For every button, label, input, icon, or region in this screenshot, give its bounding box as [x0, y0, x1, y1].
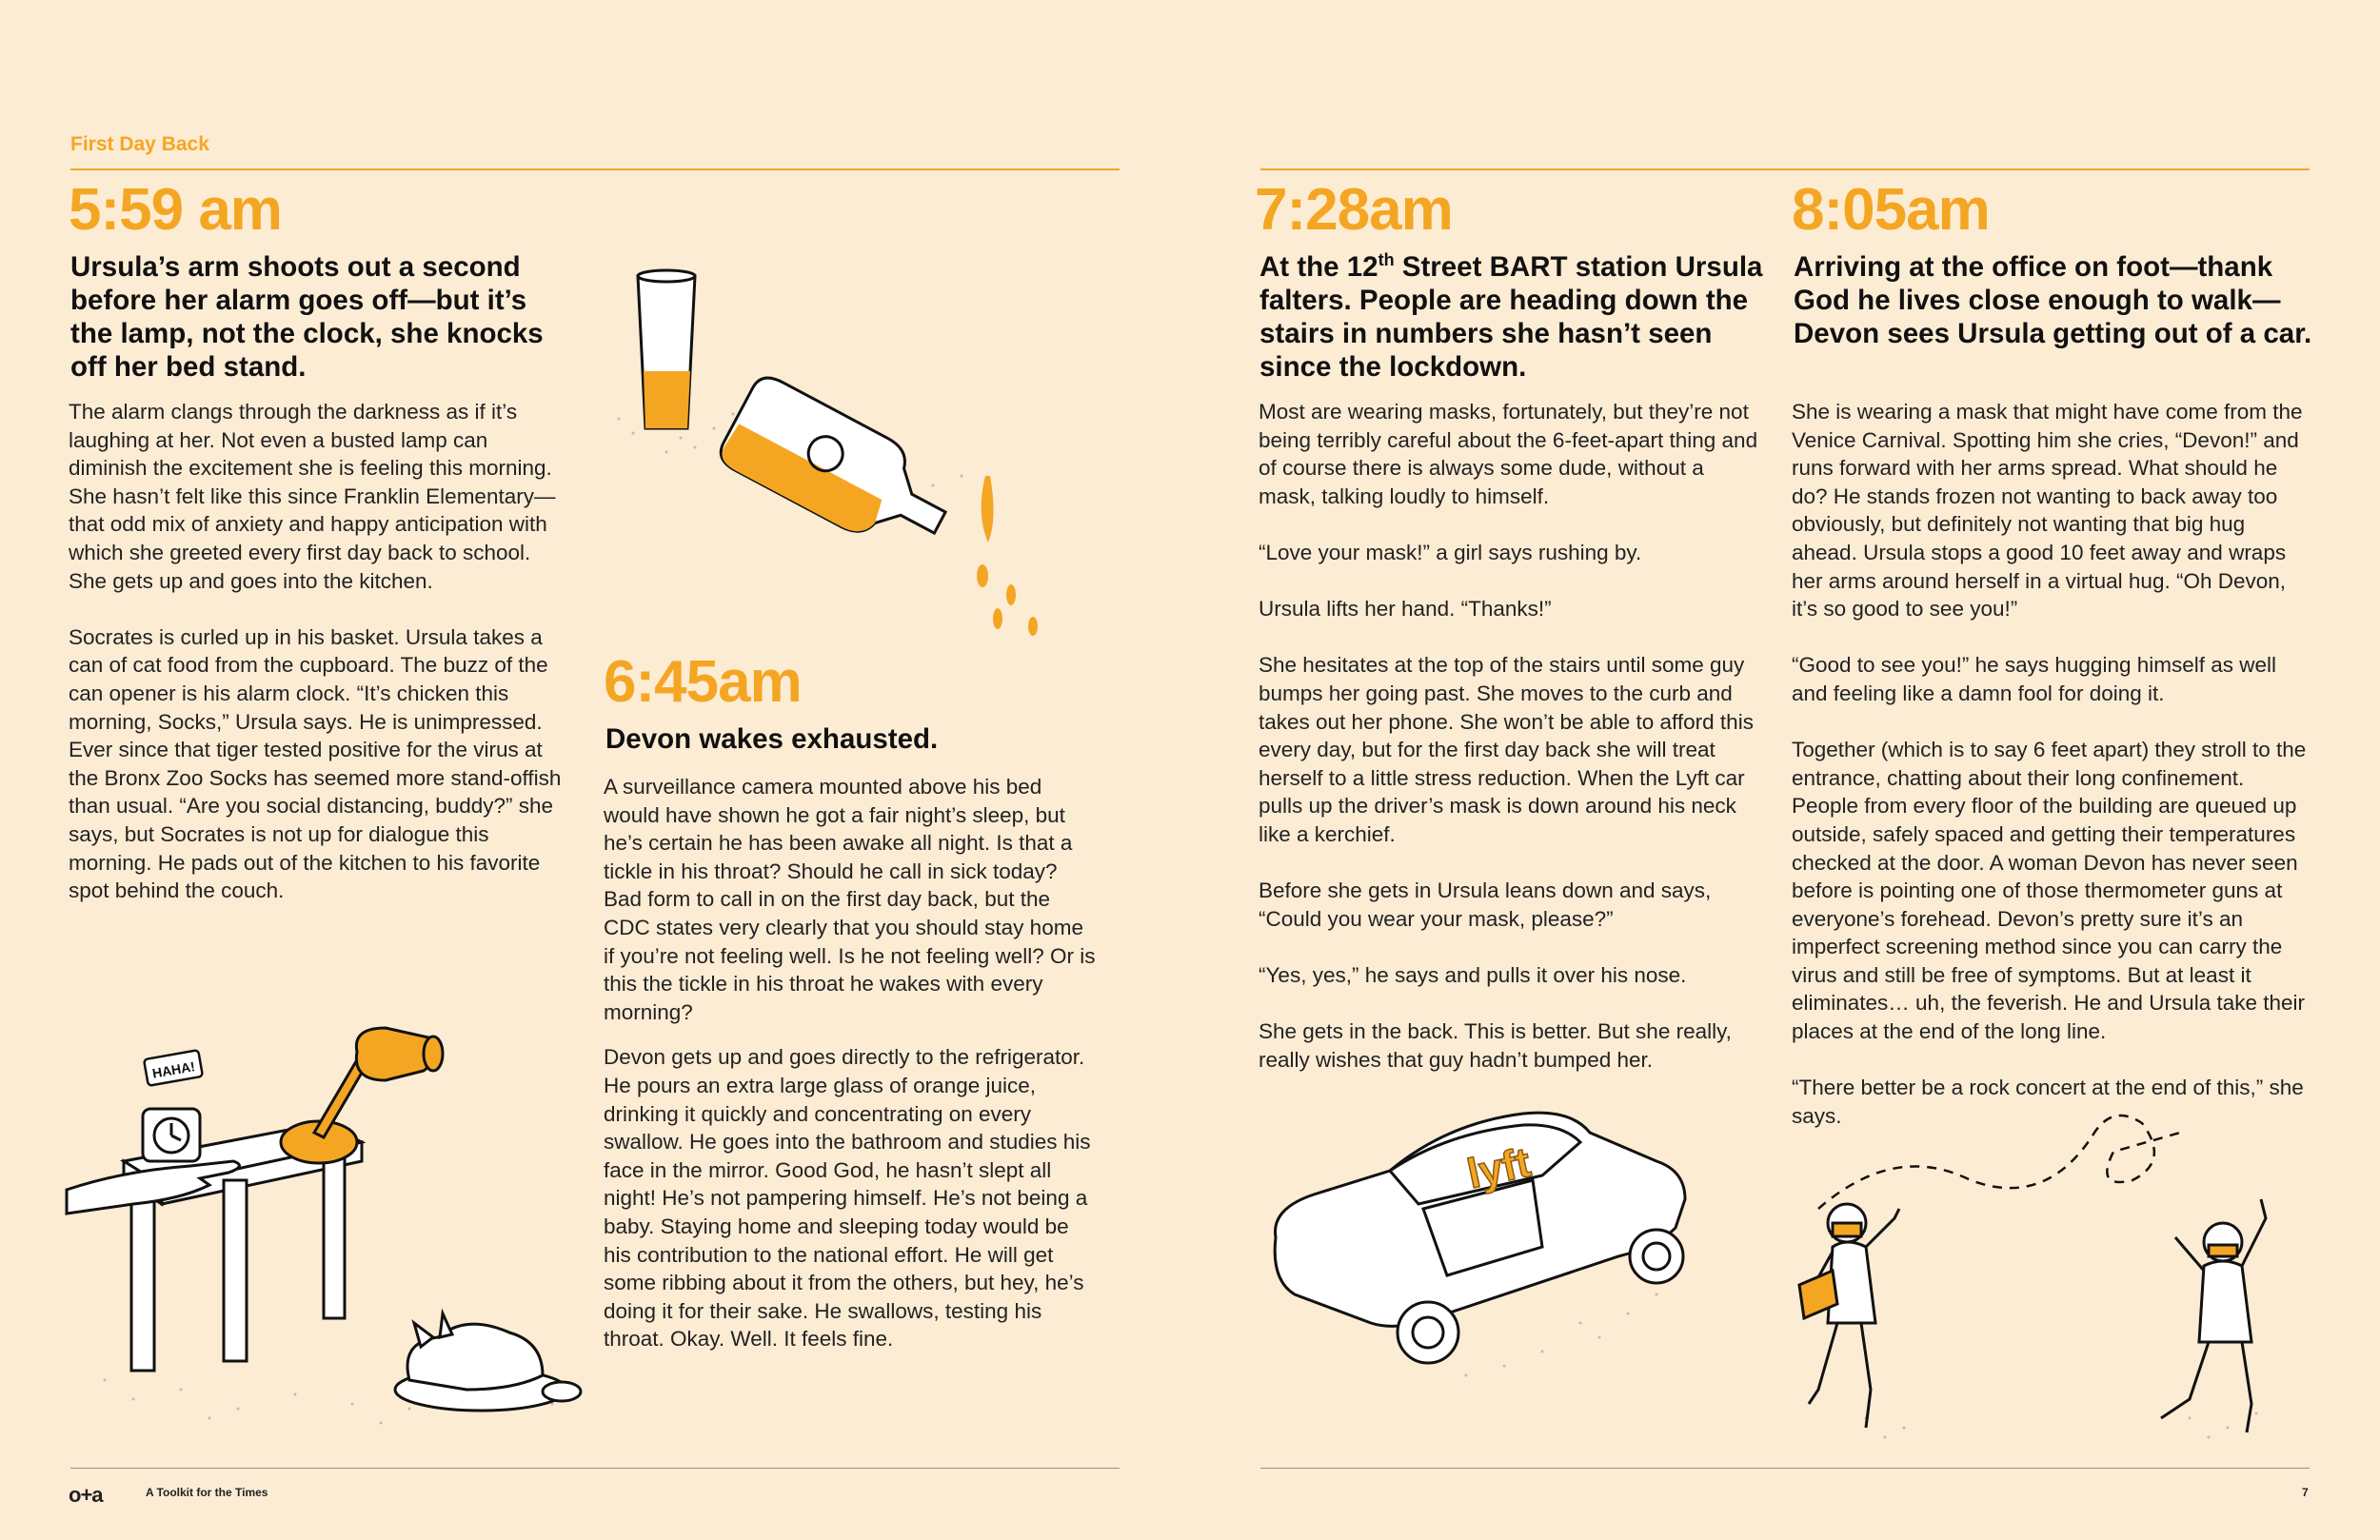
bedside-illustration	[67, 999, 600, 1437]
greeting-illustration	[1780, 1104, 2313, 1447]
entry-728-paragraph: She gets in the back. This is better. But she really, really wishes that guy hadn’t bumped her.	[1259, 1019, 1732, 1072]
entry-805-headline: Arriving at the office on foot—thank God he lives close enough to walk—Devon sees Ursula getting out of a car.	[1794, 251, 2312, 349]
bottom-rule-right	[1260, 1468, 2310, 1469]
entry-805-body	[1792, 398, 2315, 1130]
entry-805-paragraph: She is wearing a mask that might have come from the Venice Carnival. Spotting him she cries, “Devon!” and runs forward with her arms spread. What should he do? He stands frozen not wanting to back away too obviously, but definitely not wanting that big hug ahead. Ursula stops a good 10 feet away and wraps her arms around herself in a virtual hug. “Oh Devon, it’s so good to see you!”	[1792, 400, 2303, 622]
entry-728-headline-post: Street BART station Ursula falters. People are heading down the stairs in numbers she hasn’t seen since the lockdown.	[1259, 251, 1763, 383]
entry-728-paragraph: “Yes, yes,” he says and pulls it over his nose.	[1259, 962, 1687, 987]
entry-559-paragraph: Socrates is curled up in his basket. Ursula takes a can of cat food from the cupboard. The buzz of the can opener is his alarm clock. “It’s chicken this morning, Socks,” Ursula says. He is unimpressed. Ever since that tiger tested positive for the virus at the Bronx Zoo Socks has seemed more stand-offish than usual. “Are you social distancing, buddy?” she says, but Socrates is not up for dialogue this morning. He pads out of the kitchen to his favorite spot behind the couch.	[69, 624, 562, 903]
entry-728-headline-pre: At the 12	[1259, 251, 1378, 283]
entry-728-headline-sup: th	[1378, 250, 1395, 270]
entry-805-paragraph: Together (which is to say 6 feet apart) they stroll to the entrance, chatting about their long confinement. People from every floor of the building are queued up outside, safely spaced and getting their temperatures checked at the door. A woman Devon has never seen before is pointing one of those thermometer guns at everyone’s forehead. Devon’s pretty sure it’s an imperfect screening method since you can carry the virus and still be free of symptoms. But at least it eliminates… uh, the feverish. He and Ursula take their places at the end of the long line.	[1792, 738, 2307, 1044]
top-rule-left	[70, 168, 1120, 170]
entry-645-headline: Devon wakes exhausted.	[605, 723, 939, 755]
entry-728-paragraph: “Love your mask!” a girl says rushing by.	[1259, 540, 1642, 564]
page-number: 7	[2302, 1486, 2309, 1499]
entry-805-paragraph: “There better be a rock concert at the end of this,” she says.	[1792, 1076, 2304, 1128]
juice-drip	[977, 476, 1038, 636]
entry-728-paragraph: She hesitates at the top of the stairs until some guy bumps her going past. She moves to the curb and takes out her phone. She won’t be able to afford this every day, but for the first day back she will treat herself to a little stress reduction. When the Lyft car pulls up the driver’s mask is down around his neck like a kerchief.	[1259, 653, 1754, 846]
entry-805-paragraph: “Good to see you!” he says hugging himself as well and feeling like a damn fool for doing it.	[1792, 653, 2277, 705]
bottle-icon	[715, 371, 963, 566]
entry-645-paragraph: A surveillance camera mounted above his bed would have shown he got a fair night’s sleep, but he’s certain he has been awake all night. Is that a tickle in his throat? Should he call in sick today? Bad form to call in on the first day back, but the CDC states very clearly that you should stay home if you’re not feeling well. Is he not feeling well? Or is this the tickle in his throat he wakes with every morning?	[604, 775, 1096, 1024]
entry-728-paragraph: Before she gets in Ursula leans down and says, “Could you wear your mask, please?”	[1259, 879, 1712, 931]
entry-645-paragraph: Devon gets up and goes directly to the refrigerator. He pours an extra large glass of orange juice, drinking it quickly and concentrating on every swallow. He goes into the bathroom and studies his face in the mirror. Good God, he hasn’t slept all night! He’s not pampering himself. He’s not being a baby. Staying home and sleeping today would be his contribution to the national effort. He will get some ribbing about it from the others, but hey, he’s doing it for their sake. He swallows, testing his throat. Okay. Well. It feels fine.	[604, 1045, 1091, 1352]
entry-805-time: 8:05am	[1792, 177, 1990, 243]
entry-645-body	[604, 773, 1099, 1353]
bottom-rule-left	[70, 1468, 1120, 1469]
entry-559-paragraph: The alarm clangs through the darkness as if it’s laughing at her. Not even a busted lamp can diminish the excitement she is feeling this morning. She hasn’t felt like this since Franklin Elementary—that odd mix of anxiety and happy anticipation with which she greeted every first day back to school. She gets up and goes into the kitchen.	[69, 400, 556, 593]
speckle-ground	[1865, 1412, 2258, 1439]
top-rule-right	[1260, 168, 2310, 170]
entry-645-time: 6:45am	[604, 649, 802, 715]
cat-icon	[395, 1313, 581, 1411]
ursula-figure-icon	[1799, 1204, 1899, 1428]
alarm-clock-icon	[143, 1050, 203, 1161]
alarm-clock-text: HAHA!	[150, 1058, 196, 1081]
entry-728-time: 7:28am	[1255, 177, 1453, 243]
footer-title: A Toolkit for the Times	[146, 1486, 268, 1499]
devon-figure-icon	[2161, 1199, 2266, 1432]
entry-559-body	[69, 398, 568, 905]
lyft-car-illustration	[1257, 1104, 1733, 1390]
entry-728-body	[1259, 398, 1763, 1074]
footer-logo: o+a	[69, 1483, 103, 1507]
section-label: First Day Back	[70, 133, 209, 155]
entry-559-headline: Ursula’s arm shoots out a second before her alarm goes off—but it’s the lamp, not the clock, she knocks off her bed stand.	[70, 251, 544, 383]
orange-juice-illustration	[590, 257, 1085, 657]
entry-559-time: 5:59 am	[69, 177, 282, 243]
dashed-path	[1818, 1116, 2180, 1209]
entry-728-paragraph: Most are wearing masks, fortunately, but they’re not being terribly careful about the 6-feet-apart thing and of course there is always some dude, without a mask, talking loudly to himself.	[1259, 400, 1758, 508]
glass-icon	[638, 270, 695, 428]
entry-728-paragraph: Ursula lifts her hand. “Thanks!”	[1259, 597, 1552, 622]
car-logo-text: lyft	[1463, 1138, 1535, 1198]
entry-728-headline	[1259, 250, 1764, 384]
